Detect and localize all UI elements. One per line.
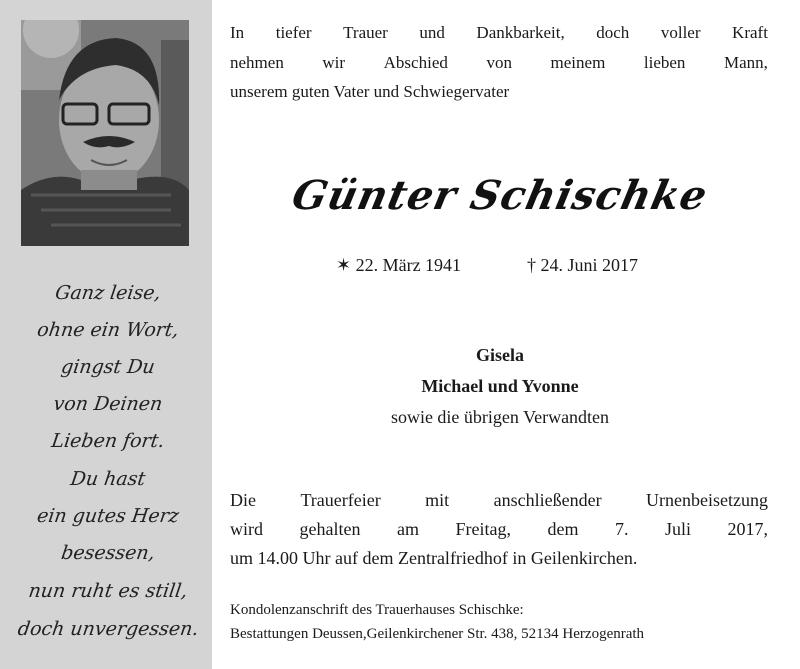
portrait-photo-icon [21,20,189,246]
ceremony-word: Urnenbeisetzung [646,490,768,510]
intro-word: Kraft [732,23,768,42]
intro-line-1 [230,18,768,48]
death-date: † 24. Juni 2017 [527,255,639,275]
intro-text [230,18,768,107]
intro-word: von [486,52,512,72]
mourner-spouse: Gisela [476,345,524,365]
sidebar-panel [0,0,212,669]
intro-line-3: unserem guten Vater und Schwiegervater [230,82,510,101]
portrait-photo [21,20,189,246]
ceremony-line-1 [230,486,768,515]
mourners [230,340,770,433]
ceremony-word: Freitag, [455,519,511,539]
ceremony-word: Juli [664,519,691,539]
poem-line: besessen, [59,542,157,564]
ceremony-word: 7. [614,519,629,539]
intro-word: nehmen [230,52,284,72]
ceremony-word: Die [230,490,256,510]
intro-word: meinem [550,52,606,72]
mourner-others: sowie die übrigen Verwandten [390,407,610,427]
poem-line: Du hast [69,468,147,490]
intro-word: lieben [643,52,686,72]
poem-line: gingst Du [59,356,157,378]
ceremony-word: anschließender [493,490,602,510]
intro-word: Dankbarkeit, [476,23,565,42]
ceremony-word: am [396,519,419,539]
intro-word: und [419,23,445,42]
ceremony-word: dem [547,519,579,539]
poem-line: Ganz leise, [53,282,163,304]
deceased-name: Günter Schischke [288,172,712,219]
poem-line: Lieben fort. [50,430,166,452]
ceremony-word: Trauerfeier [300,490,381,510]
intro-word: doch [596,23,630,42]
birth-date: ✶ 22. März 1941 [336,255,462,275]
ceremony-line-2 [230,515,768,544]
intro-word: wir [322,52,346,72]
intro-word: In [230,23,245,42]
intro-word: Mann, [724,52,768,72]
ceremony-word: 2017, [727,519,768,539]
ceremony-word: wird [230,519,263,539]
mourner-children: Michael und Yvonne [421,376,579,396]
poem-line: von Deinen [52,393,164,415]
condolence-address [230,598,768,646]
intro-line-2 [230,48,768,78]
intro-word: Trauer [343,23,388,42]
poem-line: ein gutes Herz [35,505,181,527]
intro-word: voller [660,23,701,42]
ceremony-line-3: um 14.00 Uhr auf dem Zentralfriedhof in Geilenkirchen. [230,548,638,568]
ceremony-word: gehalten [299,519,361,539]
intro-word: Abschied [383,52,448,72]
poem-line: ohne ein Wort, [35,319,181,341]
ceremony-text [230,486,768,573]
condolence-line-2: Bestattungen Deussen,Geilenkirchener Str. 438, 52134 Herzogenrath [230,626,645,642]
intro-word: tiefer [275,23,312,42]
ceremony-word: mit [425,490,450,510]
poem-line: doch unvergessen. [16,618,201,640]
poem-line: nun ruht es still, [27,580,189,602]
condolence-line-1: Kondolenzanschrift des Trauerhauses Schischke: [230,602,524,618]
